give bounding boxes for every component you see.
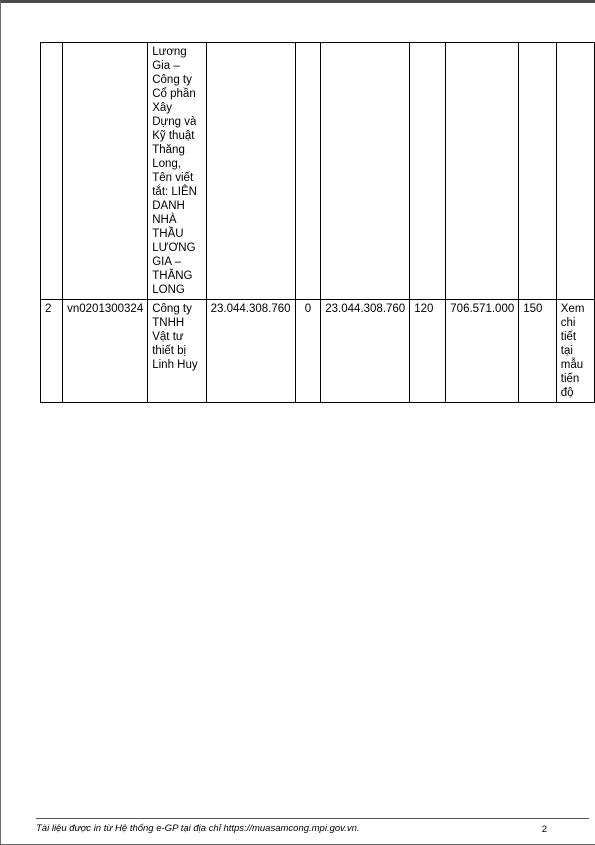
schedule-cell [556,43,594,300]
price-after-discount-cell [321,43,410,300]
bid-price-cell [206,43,295,300]
guarantee-validity-cell: 150 [519,300,557,403]
validity-cell: 120 [410,300,446,403]
guarantee-cell: 706.571.000 [446,300,519,403]
page-footer [36,818,589,834]
no-cell [41,43,63,300]
bid-price-cell: 23.044.308.760 [206,300,295,403]
code-cell [63,43,148,300]
bidder-name-cell: Công ty TNHH Vật tư thiết bị Linh Huy [148,300,206,403]
footer-text: Tài liệu được in từ Hệ thống e-GP tại địa chỉ https://muasamcong.mpi.gov.vn. [36,823,360,834]
page-number: 2 [541,824,547,835]
bidder-name-cell: Lương Gia – Công ty Cổ phần Xây Dựng và Kỹ thuật Thăng Long, Tên viết tắt: LIÊN DANH NHÀ THẦU LƯƠNG GIA – THĂNG LONG [148,43,206,300]
validity-cell [410,43,446,300]
guarantee-validity-cell [519,43,557,300]
table-row [41,300,595,403]
code-cell: vn0201300324 [63,300,148,403]
schedule-cell: Xem chi tiết tại mẫu tiến độ [556,300,594,403]
price-after-discount-cell: 23.044.308.760 [321,300,410,403]
bidder-table [40,42,595,403]
table-row [41,43,595,300]
no-cell: 2 [41,300,63,403]
guarantee-cell [446,43,519,300]
discount-cell [295,43,321,300]
discount-cell: 0 [295,300,321,403]
